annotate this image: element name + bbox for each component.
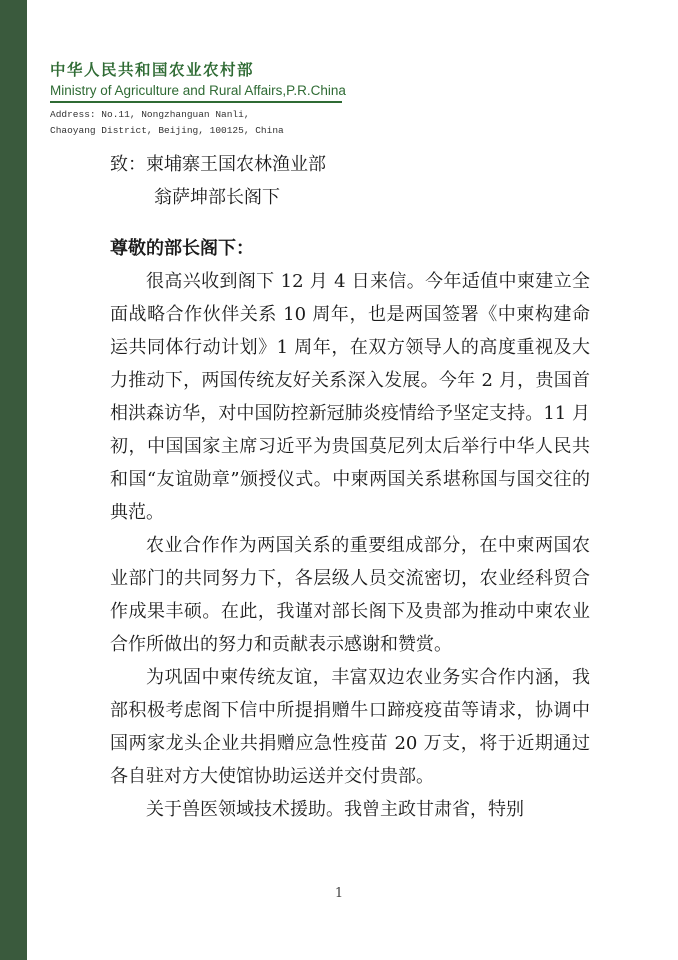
green-side-bar bbox=[0, 0, 27, 960]
paragraph-3: 为巩固中柬传统友谊，丰富双边农业务实合作内涵，我部积极考虑阁下信中所提捐赠牛口蹄疫疫苗等请求，协调中国两家龙头企业共捐赠应急性疫苗 20 万支，将于近期通过各自驻对方大使馆协助运送并交付贵部。 bbox=[110, 667, 590, 787]
letter-body bbox=[110, 148, 590, 826]
paragraph-4: 关于兽医领域技术援助。我曾主政甘肃省，特别 bbox=[146, 799, 524, 820]
paragraph-1: 很高兴收到阁下 12 月 4 日来信。今年适值中柬建立全面战略合作伙伴关系 10 周年，也是两国签署《中柬构建命运共同体行动计划》1 周年，在双方领导人的高度重视及大力推动下，两国传统友好关系深入发展。今年 2 月，贵国首相洪森访华，对中国防控新冠肺炎疫情给予坚定支持。11 月初，中国国家主席习近平为贵国莫尼列太后举行中华人民共和国“友谊勋章”颁授仪式。中柬两国关系堪称国与国交往的典范。 bbox=[110, 271, 590, 523]
address-line-2: Chaoyang District, Beijing, 100125, China bbox=[50, 125, 284, 136]
letterhead-rule bbox=[50, 101, 342, 103]
address-block bbox=[50, 107, 350, 139]
recipient-line-2: 翁萨坤部长阁下 bbox=[154, 187, 280, 208]
paragraph-2: 农业合作作为两国关系的重要组成部分，在中柬两国农业部门的共同努力下，各层级人员交流密切，农业经科贸合作成果丰硕。在此，我谨对部长阁下及贵部为推动中柬农业合作所做出的努力和贡献表示感谢和赞赏。 bbox=[110, 535, 590, 655]
recipient-line-1: 致：柬埔寨王国农林渔业部 bbox=[110, 154, 326, 175]
salutation: 尊敬的部长阁下： bbox=[110, 238, 254, 259]
letterhead bbox=[50, 60, 350, 139]
org-name-en: Ministry of Agriculture and Rural Affairs,P.R.China bbox=[50, 83, 346, 98]
page-number: 1 bbox=[334, 886, 344, 901]
org-name-cn: 中华人民共和国农业农村部 bbox=[50, 61, 255, 79]
address-line-1: Address: No.11, Nongzhanguan Nanli, bbox=[50, 109, 250, 120]
